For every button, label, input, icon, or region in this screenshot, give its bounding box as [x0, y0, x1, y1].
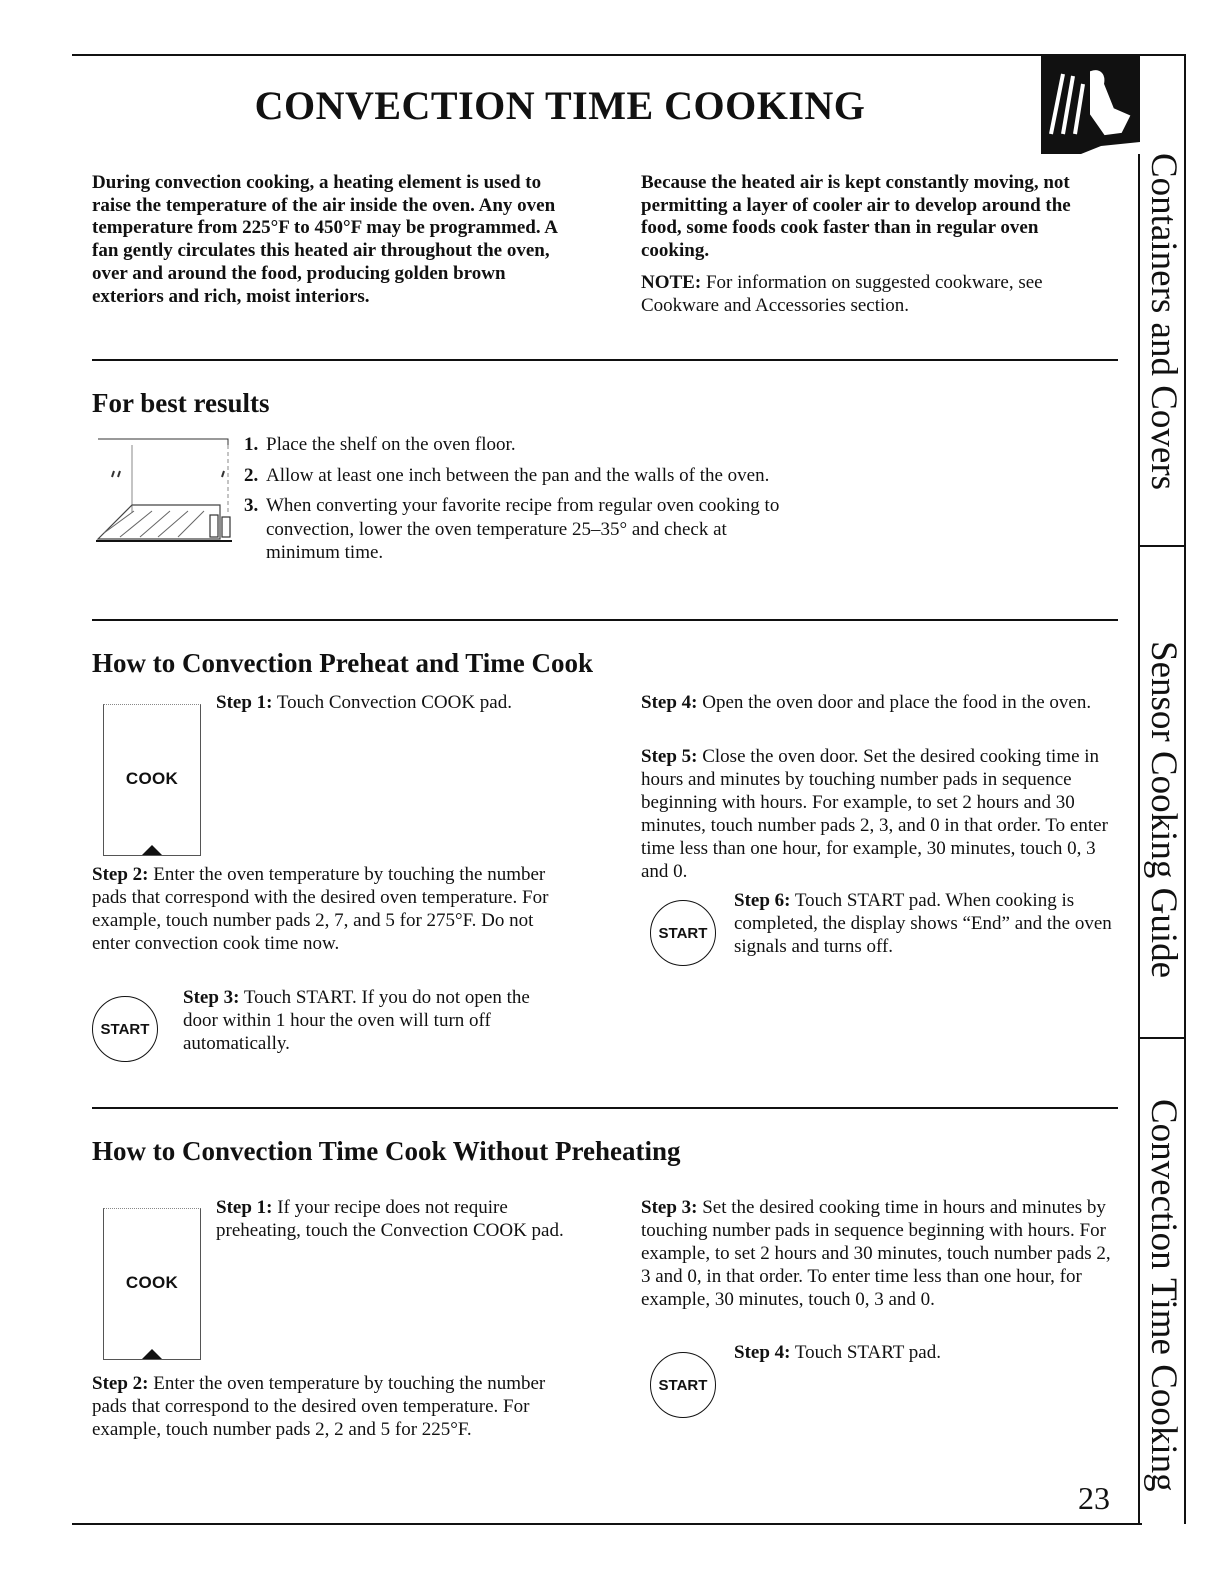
step-label: Step 2:: [92, 1373, 149, 1394]
step-text: Touch START pad. When cooking is completed, the display shows “End” and the oven signals and turns off.: [734, 890, 1112, 957]
step-label: Step 3:: [641, 1197, 698, 1218]
list-text: Allow at least one inch between the pan and the walls of the oven.: [266, 464, 770, 486]
no-preheat-heading: How to Convection Time Cook Without Preheating: [92, 1136, 681, 1166]
oven-shelf-icon: [92, 433, 238, 545]
step-label: Step 5:: [641, 746, 698, 767]
step-label: Step 6:: [734, 890, 791, 911]
step-text: Enter the oven temperature by touching the number pads that correspond to the desired oven temperature. For example, touch number pads 2, 2 and 5 for 225°F.: [92, 1373, 546, 1440]
list-item: [244, 433, 784, 457]
best-results-list: [244, 433, 784, 572]
start-button[interactable]: START: [92, 996, 158, 1062]
divider-1: [92, 359, 1118, 361]
intro-right-block: [641, 172, 1111, 317]
preheat-step1: [216, 691, 566, 714]
step-text: Open the oven door and place the food in the oven.: [697, 692, 1092, 713]
note-text: For information on suggested cookware, see Cookware and Accessories section.: [641, 271, 1043, 316]
preheat-step4: [641, 691, 1111, 714]
tab-containers-and-covers[interactable]: [1140, 104, 1186, 540]
note: [641, 271, 1111, 317]
tab-label: Sensor Cooking Guide: [1143, 641, 1184, 979]
start-button[interactable]: START: [650, 1352, 716, 1418]
tab-sensor-cooking-guide[interactable]: [1140, 600, 1186, 1020]
step-text: If your recipe does not require preheating, touch the Convection COOK pad.: [216, 1197, 564, 1241]
cook-pad-label: COOK: [125, 769, 179, 788]
preheat-step3: [183, 986, 565, 1055]
divider-2: [92, 619, 1118, 621]
top-rule: [72, 54, 1186, 56]
tab-label: Containers and Covers: [1143, 153, 1184, 491]
step-text: Touch START pad.: [790, 1342, 941, 1363]
no-preheat-step2: [92, 1372, 552, 1441]
tab-label: Convection Time Cooking: [1143, 1098, 1184, 1492]
no-preheat-step1: [216, 1196, 566, 1242]
list-text: When converting your favorite recipe from regular oven cooking to convection, lower the oven temperature 25–35° and check at minimum time.: [266, 495, 780, 563]
step-text: Touch START. If you do not open the door within 1 hour the oven will turn off automatically.: [183, 987, 530, 1054]
preheat-step5: [641, 745, 1116, 883]
best-results-heading: For best results: [92, 388, 270, 418]
tab-separator-2: [1138, 1037, 1186, 1039]
step-label: Step 4:: [734, 1342, 791, 1363]
list-number: 1.: [244, 434, 259, 455]
divider-3: [92, 1107, 1118, 1109]
page-number: 23: [1078, 1480, 1110, 1516]
page-title: CONVECTION TIME COOKING: [254, 83, 866, 128]
step-label: Step 1:: [216, 692, 273, 713]
step-text: Touch Convection COOK pad.: [272, 692, 512, 713]
step-label: Step 2:: [92, 864, 149, 885]
pad-indicator-icon: [142, 845, 162, 855]
tab-convection-time-cooking[interactable]: [1140, 1070, 1186, 1520]
list-item: [244, 464, 784, 488]
preheat-step6: [734, 889, 1119, 958]
bottom-rule: [72, 1523, 1142, 1525]
intro-left: During convection cooking, a heating element is used to raise the temperature of the air inside the oven. Any oven temperature from 225°F to 450°F may be programmed. A fan gently circulates this heated air throughout the oven, over and around the food, producing golden brown exteriors and rich, moist interiors.: [92, 172, 557, 307]
list-number: 2.: [244, 464, 259, 486]
no-preheat-step3: [641, 1196, 1121, 1311]
step-text: Set the desired cooking time in hours and minutes by touching number pads in sequence beginning with hours. For example, to set 2 hours and 30 minutes, touch number pads 2, 3 and 0, in that order. To enter time less than one hour, for example, 30 minutes, touch 0, 3 and 0.: [641, 1197, 1111, 1310]
step-text: Enter the oven temperature by touching the number pads that correspond with the desired oven temperature. For example, touch number pads 2, 7, and 5 for 275°F. Do not enter convection cook time now.: [92, 864, 549, 954]
intro-right: Because the heated air is kept constantly moving, not permitting a layer of cooler air to develop around the food, some foods cook faster than in regular oven cooking.: [641, 172, 1071, 262]
list-text: Place the shelf on the oven floor.: [266, 434, 516, 455]
tab-separator-1: [1138, 545, 1186, 547]
step-label: Step 1:: [216, 1197, 273, 1218]
cook-pad-label: COOK: [125, 1273, 179, 1292]
list-item: [244, 494, 784, 565]
no-preheat-step4: [734, 1341, 1119, 1364]
list-number: 3.: [244, 495, 259, 516]
start-button[interactable]: START: [650, 900, 716, 966]
step-label: Step 3:: [183, 987, 240, 1008]
step-text: Close the oven door. Set the desired cooking time in hours and minutes by touching number pads in sequence beginning with hours. For example, to set 2 hours and 30 minutes, touch number pads 2, 3, and 0 in that order. To enter time less than one hour, for example, 30 minutes, touch 0, 3 and 0.: [641, 746, 1108, 882]
preheat-step2: [92, 863, 560, 955]
step-label: Step 4:: [641, 692, 698, 713]
cook-pad-button[interactable]: [103, 704, 201, 856]
note-label: NOTE:: [641, 271, 702, 293]
pad-indicator-icon: [142, 1349, 162, 1359]
preheat-heading: How to Convection Preheat and Time Cook: [92, 648, 594, 678]
hand-pointer-icon: [1041, 54, 1140, 154]
cook-pad-button[interactable]: [103, 1208, 201, 1360]
